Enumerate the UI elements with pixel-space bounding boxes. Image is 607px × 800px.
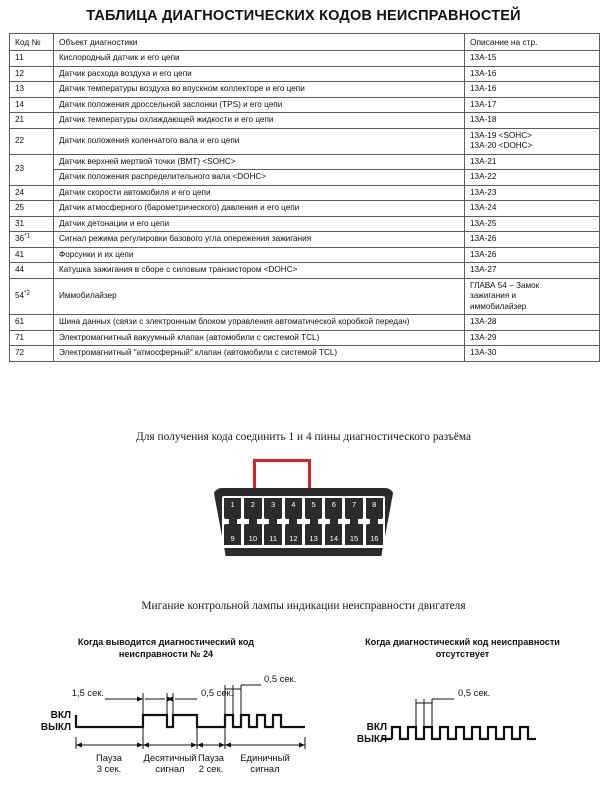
waveform-segment-sublabel: 3 сек. [96, 762, 122, 774]
cell-code: 13 [10, 82, 54, 98]
cell-code-value: 54 [15, 291, 25, 300]
connector-pin: 3 [264, 498, 281, 519]
cell-page: 13A-23 [465, 185, 600, 201]
waveform-title-line2: неисправности № 24 [118, 649, 214, 660]
waveform-title-line1: Когда выводится диагностический код [77, 637, 255, 647]
table-row [10, 346, 600, 362]
table-row [10, 128, 600, 154]
waveform-segment-sublabel: 2 сек. [198, 762, 224, 774]
table-row [10, 232, 600, 248]
connector-pin: 13 [305, 524, 322, 545]
cell-page: 13A-21 [465, 154, 600, 170]
cell-object: Датчик положения распределительного вала <DOHC> [54, 170, 465, 186]
cell-code: 44 [10, 263, 54, 279]
cell-page-line1: ГЛАВА 54 – Замок [470, 280, 540, 290]
waveform-chart-no-code [330, 665, 595, 765]
obd-connector-diagram [0, 452, 607, 567]
cell-object: Шина данных (связи с электронным блоком управления автоматической коробкой передач) [54, 315, 465, 331]
blink-section-heading: Мигание контрольной лампы индикации неисправности двигателя [141, 600, 466, 612]
cell-page [465, 128, 600, 154]
waveform-segment-sublabel: сигнал [155, 762, 185, 774]
table-row [10, 247, 600, 263]
cell-page [465, 278, 600, 315]
cell-page: 13A-18 [465, 113, 600, 129]
cell-object: Датчик скорости автомобиля и его цепи [54, 185, 465, 201]
cell-object: Датчик температуры воздуха во впускном коллекторе и его цепи [54, 82, 465, 98]
column-header-code: Код № [10, 34, 54, 51]
table-row [10, 51, 600, 67]
cell-page: 13A-30 [465, 346, 600, 362]
connector-pin-row-bottom [224, 524, 383, 545]
connector-pin: 10 [244, 524, 261, 545]
cell-page: 13A-28 [465, 315, 600, 331]
cell-code: 11 [10, 51, 54, 67]
connector-pin: 8 [366, 498, 383, 519]
waveform-title-line1: Когда диагностический код неисправности [365, 637, 560, 647]
waveform-chart-code-24 [21, 665, 311, 783]
cell-page: 13A-29 [465, 330, 600, 346]
cell-page: 13A-17 [465, 97, 600, 113]
connector-pin: 4 [285, 498, 302, 519]
waveform-axis-label-off: ВЫКЛ [356, 733, 387, 745]
column-header-page: Описание на стр. [465, 34, 600, 51]
waveform-panel-code-24 [16, 636, 316, 796]
cell-page: 13A-26 [465, 232, 600, 248]
cell-object: Датчик положения коленчатого вала и его цепи [54, 128, 465, 154]
cell-code: 14 [10, 97, 54, 113]
table-header-row [10, 34, 600, 51]
table-row [10, 330, 600, 346]
cell-page: 13A-22 [465, 170, 600, 186]
connector-pin: 9 [224, 524, 241, 545]
column-header-object: Объект диагностики [54, 34, 465, 51]
waveform-segment-label: Пауза [95, 751, 123, 763]
cell-code-value: 36 [15, 234, 25, 243]
waveform-axis-label-on: ВКЛ [366, 721, 387, 733]
cell-code: 61 [10, 315, 54, 331]
cell-code: 23 [10, 154, 54, 185]
connector-pin: 12 [285, 524, 302, 545]
cell-object: Датчик детонации и его цепи [54, 216, 465, 232]
table-row [10, 201, 600, 217]
cell-code-footnote-marker: *2 [24, 290, 30, 297]
cell-object: Катушка зажигания в сборе с силовым транзистором <DOHC> [54, 263, 465, 279]
cell-code: 72 [10, 346, 54, 362]
cell-code: 25 [10, 201, 54, 217]
connector-pin: 14 [325, 524, 342, 545]
cell-page: 13A-16 [465, 66, 600, 82]
connector-caption: Для получения кода соединить 1 и 4 пины диагностического разъёма [135, 431, 472, 443]
jumper-wire-icon [253, 459, 311, 491]
cell-object: Кислородный датчик и его цепи [54, 51, 465, 67]
cell-page: 13A-16 [465, 82, 600, 98]
cell-page: 13A-24 [465, 201, 600, 217]
table-row [10, 315, 600, 331]
waveform-title-line2: отсутствует [435, 649, 490, 660]
cell-object: Электромагнитный вакуумный клапан (автомобили с системой TCL) [54, 330, 465, 346]
cell-object: Форсунки и их цепи [54, 247, 465, 263]
connector-pin: 2 [244, 498, 261, 519]
table-row [10, 113, 600, 129]
cell-object: Датчик положения дроссельной заслонки (TPS) и его цепи [54, 97, 465, 113]
waveform-segment-label: Десятичный [143, 751, 197, 763]
cell-page-line2: 13A-20 <DOHC> [470, 141, 533, 150]
cell-object: Датчик расхода воздуха и его цепи [54, 66, 465, 82]
cell-code: 41 [10, 247, 54, 263]
waveform-axis-label-on: ВКЛ [50, 709, 71, 721]
waveform-panel-no-code [325, 636, 600, 796]
cell-code [10, 232, 54, 248]
cell-page: 13A-15 [465, 51, 600, 67]
table-row [10, 66, 600, 82]
cell-code: 22 [10, 128, 54, 154]
cell-object: Датчик верхней мертвой точки (ВМТ) <SOHC> [54, 154, 465, 170]
page-title: ТАБЛИЦА ДИАГНОСТИЧЕСКИХ КОДОВ НЕИСПРАВНОСТЕЙ [86, 8, 521, 24]
diagnostic-trouble-code-table [9, 33, 600, 362]
cell-object: Датчик атмосферного (барометрического) давления и его цепи [54, 201, 465, 217]
table-row [10, 154, 600, 170]
table-row [10, 170, 600, 186]
cell-code: 24 [10, 185, 54, 201]
connector-pin: 16 [366, 524, 383, 545]
connector-pin: 11 [264, 524, 281, 545]
cell-code-footnote-marker: *1 [24, 233, 30, 240]
cell-page: 13A-26 [465, 247, 600, 263]
cell-object: Электромагнитный "атмосферный" клапан (автомобили с системой TCL) [54, 346, 465, 362]
cell-code: 71 [10, 330, 54, 346]
waveform-label-0-5-sec-b: 0,5 сек. [264, 672, 297, 684]
cell-object: Иммобилайзер [54, 278, 465, 315]
cell-object: Сигнал режима регулировки базового угла опережения зажигания [54, 232, 465, 248]
connector-pin: 6 [325, 498, 342, 519]
cell-code: 31 [10, 216, 54, 232]
table-row [10, 263, 600, 279]
cell-page-line1: 13A-19 <SOHC> [470, 130, 532, 140]
cell-object: Датчик температуры охлаждающей жидкости и его цепи [54, 113, 465, 129]
connector-pin: 15 [345, 524, 362, 545]
waveform-label-0-5-sec: 0,5 сек. [458, 686, 491, 698]
connector-pin: 7 [345, 498, 362, 519]
waveform-segment-sublabel: сигнал [250, 762, 280, 774]
waveform-label-1-5-sec: 1,5 сек. [71, 686, 104, 698]
waveform-title [16, 636, 316, 661]
waveform-segment-label: Пауза [197, 751, 225, 763]
cell-page-line2: зажигания и [470, 291, 517, 300]
table-row [10, 97, 600, 113]
table-row [10, 185, 600, 201]
waveform-segment-label: Единичный [240, 751, 290, 763]
connector-pin: 5 [305, 498, 322, 519]
connector-pin: 1 [224, 498, 241, 519]
cell-page-line3: иммобилайзер [470, 301, 527, 311]
cell-code: 12 [10, 66, 54, 82]
table-body [10, 51, 600, 362]
waveform-label-0-5-sec-a: 0,5 сек. [201, 686, 234, 698]
table-row [10, 216, 600, 232]
cell-page: 13A-27 [465, 263, 600, 279]
table-row [10, 82, 600, 98]
waveform-title [325, 636, 600, 661]
cell-page: 13A-25 [465, 216, 600, 232]
waveform-axis-label-off: ВЫКЛ [40, 721, 71, 733]
cell-code: 21 [10, 113, 54, 129]
table-row [10, 278, 600, 315]
connector-pin-row-top [224, 498, 383, 519]
cell-code [10, 278, 54, 315]
